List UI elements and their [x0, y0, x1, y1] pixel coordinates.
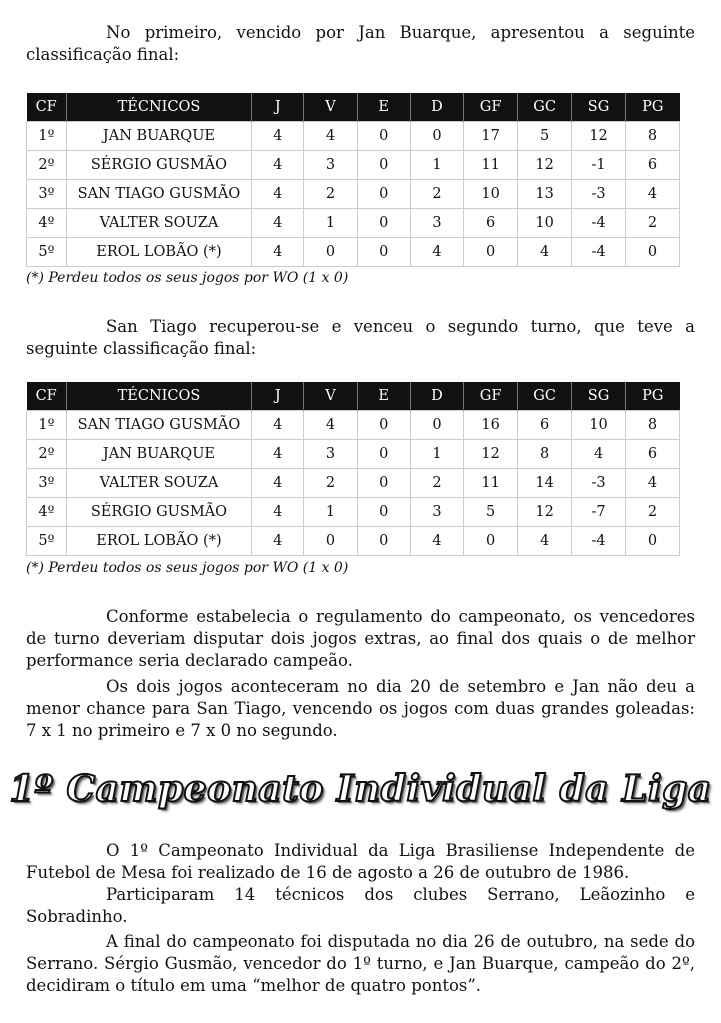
table-cell: -1: [572, 151, 626, 180]
table-cell: 3: [410, 498, 463, 527]
table-cell: JAN BUARQUE: [66, 440, 251, 469]
paragraph-text: San Tiago recuperou-se e venceu o segundo turno, que teve a seguinte classificação final:: [26, 317, 695, 358]
table-cell: 0: [357, 151, 410, 180]
table-header-row: [27, 93, 680, 122]
table-cell: 0: [410, 122, 463, 151]
table-cell: 3: [410, 209, 463, 238]
table-cell: 2: [410, 180, 463, 209]
column-header: SG: [572, 382, 626, 411]
paragraph-text: O 1º Campeonato Individual da Liga Brasiliense Independente de Futebol de Mesa foi realizado de 16 de agosto a 26 de outubro de 1986.: [26, 841, 695, 882]
table-cell: 5: [518, 122, 572, 151]
table-cell: -3: [572, 180, 626, 209]
table-cell: JAN BUARQUE: [66, 122, 251, 151]
table-cell: 11: [464, 469, 518, 498]
table-cell: 16: [464, 411, 518, 440]
table-cell: SÉRGIO GUSMÃO: [66, 498, 251, 527]
paragraph-participants: [26, 884, 695, 928]
table-cell: -7: [572, 498, 626, 527]
table-cell: 2: [626, 209, 680, 238]
column-header: PG: [626, 382, 680, 411]
table-cell: 5: [464, 498, 518, 527]
column-header: D: [410, 382, 463, 411]
paragraph-championship-dates: [26, 840, 695, 884]
section-heading: 1º Campeonato Individual da Liga: [9, 768, 712, 810]
table-cell: 10: [518, 209, 572, 238]
table-cell: 4: [304, 411, 357, 440]
table-row: [27, 498, 680, 527]
table-cell: 1º: [27, 122, 67, 151]
table-cell: 1º: [27, 411, 67, 440]
column-header: E: [357, 93, 410, 122]
table-cell: 3: [304, 151, 357, 180]
table-cell: SAN TIAGO GUSMÃO: [66, 180, 251, 209]
table-row: [27, 411, 680, 440]
paragraph-text: Conforme estabelecia o regulamento do campeonato, os vencedores de turno deveriam disputar dois jogos extras, ao final dos quais o de melhor performance seria declarado campeão.: [26, 607, 695, 670]
paragraph-text: No primeiro, vencido por Jan Buarque, apresentou a seguinte classificação final:: [26, 23, 695, 64]
table-cell: 4: [518, 527, 572, 556]
table-cell: 14: [518, 469, 572, 498]
table-cell: 3º: [27, 180, 67, 209]
table-row: [27, 209, 680, 238]
column-header: GC: [518, 93, 572, 122]
table-cell: 4º: [27, 209, 67, 238]
table-cell: 4: [304, 122, 357, 151]
table-cell: 12: [518, 498, 572, 527]
table-header-row: [27, 382, 680, 411]
column-header: V: [304, 382, 357, 411]
table-cell: 2: [410, 469, 463, 498]
paragraph-first-turn-intro: [26, 22, 695, 66]
table-row: [27, 440, 680, 469]
table-cell: 2: [304, 180, 357, 209]
table-cell: 4: [252, 440, 304, 469]
table-cell: 1: [304, 498, 357, 527]
table-cell: 1: [410, 151, 463, 180]
table-cell: 4º: [27, 498, 67, 527]
table-cell: SAN TIAGO GUSMÃO: [66, 411, 251, 440]
table-cell: 0: [357, 440, 410, 469]
table-cell: 6: [626, 440, 680, 469]
column-header: J: [252, 382, 304, 411]
paragraph-second-turn-intro: [26, 316, 695, 360]
wo-footnote: (*) Perdeu todos os seus jogos por WO (1 x 0): [26, 270, 349, 286]
table-cell: 3: [304, 440, 357, 469]
table-cell: 0: [357, 180, 410, 209]
paragraph-text: Participaram 14 técnicos dos clubes Serrano, Leãozinho e Sobradinho.: [26, 885, 695, 926]
table-cell: -3: [572, 469, 626, 498]
table-cell: 2: [626, 498, 680, 527]
paragraph-final: [26, 931, 695, 997]
table-cell: 12: [464, 440, 518, 469]
table-cell: 6: [626, 151, 680, 180]
table-cell: 0: [410, 411, 463, 440]
paragraph-text: A final do campeonato foi disputada no dia 26 de outubro, na sede do Serrano. Sérgio Gusmão, vencedor do 1º turno, e Jan Buarque, campeão do 2º, decidiram o título em uma “melhor de quatro pontos”.: [26, 932, 695, 995]
column-header: CF: [27, 382, 67, 411]
column-header: D: [410, 93, 463, 122]
table-cell: 1: [410, 440, 463, 469]
table-cell: -4: [572, 527, 626, 556]
table-row: [27, 527, 680, 556]
table-row: [27, 122, 680, 151]
table-cell: 5º: [27, 527, 67, 556]
wo-footnote: (*) Perdeu todos os seus jogos por WO (1 x 0): [26, 560, 349, 576]
column-header: GC: [518, 382, 572, 411]
column-header: GF: [464, 93, 518, 122]
table-cell: 2: [304, 469, 357, 498]
table-cell: EROL LOBÃO (*): [66, 238, 251, 267]
paragraph-final-games: [26, 676, 695, 742]
table-cell: 4: [518, 238, 572, 267]
table-cell: 0: [357, 527, 410, 556]
paragraph-regulation: [26, 606, 695, 672]
table-row: [27, 469, 680, 498]
table-cell: 0: [357, 411, 410, 440]
table-row: [27, 180, 680, 209]
table-cell: 10: [572, 411, 626, 440]
table-cell: VALTER SOUZA: [66, 469, 251, 498]
table-body: [27, 122, 680, 267]
column-header: J: [252, 93, 304, 122]
table-cell: -4: [572, 238, 626, 267]
table-cell: 6: [518, 411, 572, 440]
table-row: [27, 238, 680, 267]
column-header: E: [357, 382, 410, 411]
table-cell: 1: [304, 209, 357, 238]
table-cell: 4: [252, 411, 304, 440]
table-cell: 0: [626, 238, 680, 267]
table-cell: 11: [464, 151, 518, 180]
table-cell: 0: [304, 238, 357, 267]
column-header: TÉCNICOS: [66, 382, 251, 411]
table-cell: 0: [304, 527, 357, 556]
table-cell: 2º: [27, 440, 67, 469]
table-cell: EROL LOBÃO (*): [66, 527, 251, 556]
table-cell: 8: [626, 411, 680, 440]
table-cell: VALTER SOUZA: [66, 209, 251, 238]
second-turn-table: [26, 382, 680, 556]
table-cell: 4: [252, 122, 304, 151]
table-cell: 0: [357, 469, 410, 498]
table-cell: 0: [357, 122, 410, 151]
table-cell: 4: [410, 527, 463, 556]
table-cell: 0: [626, 527, 680, 556]
table-cell: 0: [357, 498, 410, 527]
column-header: GF: [464, 382, 518, 411]
table-cell: 2º: [27, 151, 67, 180]
table-cell: 4: [252, 527, 304, 556]
table-cell: 3º: [27, 469, 67, 498]
paragraph-text: Os dois jogos aconteceram no dia 20 de setembro e Jan não deu a menor chance para San Tiago, vencendo os jogos com duas grandes goleadas: 7 x 1 no primeiro e 7 x 0 no segundo.: [26, 677, 695, 740]
table-body: [27, 411, 680, 556]
table-cell: 8: [518, 440, 572, 469]
table-cell: 5º: [27, 238, 67, 267]
first-turn-table: [26, 93, 680, 267]
column-header: PG: [626, 93, 680, 122]
table-cell: 4: [410, 238, 463, 267]
table-cell: 6: [464, 209, 518, 238]
table-cell: SÉRGIO GUSMÃO: [66, 151, 251, 180]
table-cell: -4: [572, 209, 626, 238]
column-header: TÉCNICOS: [66, 93, 251, 122]
table-cell: 17: [464, 122, 518, 151]
table-cell: 4: [252, 469, 304, 498]
table-cell: 4: [252, 151, 304, 180]
table-cell: 4: [252, 180, 304, 209]
table-cell: 13: [518, 180, 572, 209]
table-cell: 4: [252, 238, 304, 267]
table-cell: 12: [518, 151, 572, 180]
table-cell: 0: [464, 238, 518, 267]
column-header: V: [304, 93, 357, 122]
table-cell: 4: [252, 209, 304, 238]
table-cell: 0: [357, 209, 410, 238]
table-cell: 4: [252, 498, 304, 527]
table-cell: 0: [464, 527, 518, 556]
table-cell: 4: [626, 469, 680, 498]
column-header: CF: [27, 93, 67, 122]
table-cell: 8: [626, 122, 680, 151]
table-cell: 4: [626, 180, 680, 209]
table-cell: 0: [357, 238, 410, 267]
table-cell: 12: [572, 122, 626, 151]
column-header: SG: [572, 93, 626, 122]
table-cell: 4: [572, 440, 626, 469]
table-cell: 10: [464, 180, 518, 209]
table-row: [27, 151, 680, 180]
